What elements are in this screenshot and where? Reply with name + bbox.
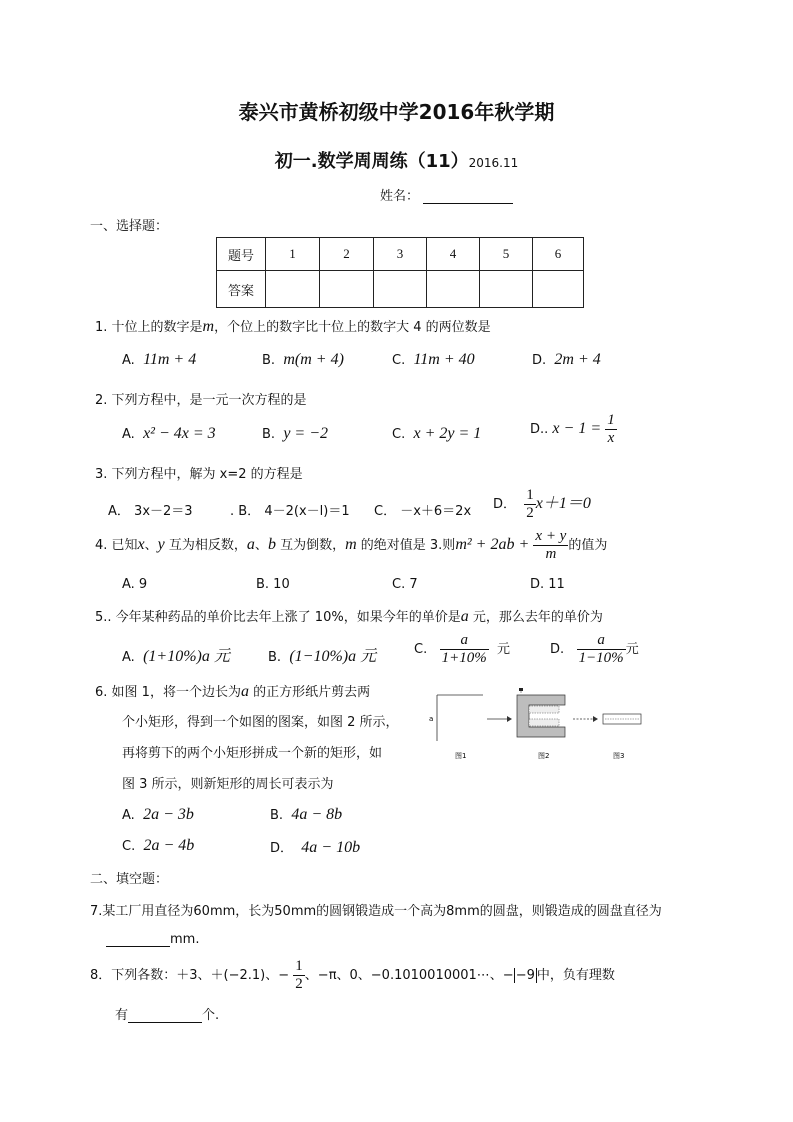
figure-2-shape bbox=[517, 688, 565, 737]
q4-stem: 4. 已知x、y 互为相反数，a、b 互为倒数，m 的绝对值是 3.则m² + 2ab + $\frac{x + y}{m}$ 的值为 bbox=[95, 528, 608, 562]
q6-figure bbox=[425, 685, 645, 765]
answer-cell[interactable] bbox=[427, 271, 480, 308]
q1-option-b[interactable]: B. m(m + 4) bbox=[262, 351, 344, 368]
q1-option-d[interactable]: D. 2m + 4 bbox=[532, 351, 601, 368]
q7-blank[interactable] bbox=[106, 933, 170, 947]
answer-cell[interactable] bbox=[480, 271, 533, 308]
q6-line-2: 个小矩形，得到一个如图的图案，如图 2 所示， bbox=[122, 715, 399, 730]
answer-cell[interactable] bbox=[374, 271, 427, 308]
figure-3-rectangle bbox=[603, 714, 641, 724]
q6-option-c[interactable]: C. 2a − 4b bbox=[122, 837, 195, 854]
q5-option-c[interactable]: C. $\frac{a}{1+10\%}$ 元 bbox=[414, 632, 511, 666]
answer-cell[interactable] bbox=[320, 271, 374, 308]
arrow-icon bbox=[573, 716, 598, 722]
question-number: 6 bbox=[533, 238, 584, 271]
question-number: 4 bbox=[427, 238, 480, 271]
q5-d-fraction: $\frac{a}{1-10\%}$ bbox=[578, 632, 624, 666]
q5-c-fraction: $\frac{a}{1+10\%}$ bbox=[441, 632, 487, 666]
q1-option-a[interactable]: A. 11m + 4 bbox=[122, 351, 197, 368]
figure-1-side-label: a bbox=[429, 715, 434, 723]
question-number: 1 bbox=[266, 238, 320, 271]
q1-var-m: m bbox=[202, 318, 215, 335]
arrow-icon bbox=[487, 716, 512, 722]
q8-blank[interactable] bbox=[128, 1009, 202, 1023]
q2-option-d[interactable]: D.. x − 1 = $\frac{1}{x}$ bbox=[530, 412, 615, 446]
figure-1-label: 图1 bbox=[455, 752, 467, 760]
section1-heading: 一、选择题： bbox=[90, 219, 169, 234]
q6-line-4: 图 3 所示，则新矩形的周长可表示为 bbox=[122, 777, 334, 792]
q2-option-a[interactable]: A. x² − 4x = 3 bbox=[122, 425, 216, 442]
answer-cell[interactable] bbox=[533, 271, 584, 308]
figure-1-square bbox=[437, 695, 483, 741]
q1-stem bbox=[95, 316, 491, 336]
q4-option-b[interactable]: B. 10 bbox=[256, 577, 290, 592]
q6-option-d[interactable]: D． 4a − 10b bbox=[270, 839, 361, 856]
name-label: 姓名： bbox=[380, 189, 420, 204]
row-label-number: 题号 bbox=[217, 238, 266, 271]
q6-option-b[interactable]: B. 4a − 8b bbox=[270, 806, 343, 823]
q8-answer[interactable] bbox=[115, 1004, 219, 1023]
q6-line-1: 6. 如图 1，将一个边长为a 的正方形纸片剪去两 bbox=[95, 683, 371, 700]
q8-fraction: $\frac{1}{2}$ bbox=[295, 958, 303, 992]
answer-table bbox=[216, 237, 584, 308]
q7-unit: mm. bbox=[170, 932, 200, 947]
q7-answer[interactable] bbox=[106, 932, 199, 947]
name-blank[interactable] bbox=[423, 189, 513, 204]
answer-cell[interactable] bbox=[266, 271, 320, 308]
question-number: 3 bbox=[374, 238, 427, 271]
q4-option-d[interactable]: D. 11 bbox=[530, 577, 565, 592]
subtitle-text: 初一.数学周周练（11） bbox=[274, 151, 469, 172]
q2-option-b[interactable]: B. y = −2 bbox=[262, 425, 329, 442]
q4-option-c[interactable]: C. 7 bbox=[392, 577, 418, 592]
q6-option-a[interactable]: A. 2a − 3b bbox=[122, 806, 194, 823]
q4-option-a[interactable]: A. 9 bbox=[122, 577, 148, 592]
q2-d-fraction: $\frac{1}{x}$ bbox=[607, 412, 615, 446]
q3-option-a[interactable]: A． 3x－2＝3 bbox=[108, 504, 193, 519]
question-number: 5 bbox=[480, 238, 533, 271]
page-subtitle bbox=[0, 147, 793, 173]
name-field[interactable] bbox=[380, 185, 513, 204]
q3-option-d[interactable]: D． $\frac{1}{2}$ x＋1＝0 bbox=[493, 487, 591, 521]
q8-stem: 8．下列各数：＋3、＋(−2.1)、− $\frac{1}{2}$ 、−π、0、−0.1010010001⋯、− −9 中，负有理数 bbox=[90, 958, 615, 992]
q8-line2-b: 个. bbox=[202, 1008, 220, 1023]
q5-option-d[interactable]: D. $\frac{a}{1-10\%}$ 元 bbox=[550, 632, 639, 666]
q5-option-a[interactable]: A. (1+10%)a 元 bbox=[122, 648, 230, 665]
q8-line2-a: 有 bbox=[115, 1008, 129, 1023]
row-label-answer: 答案 bbox=[217, 271, 266, 308]
q5-stem: 5.. 今年某种药品的单价比去年上涨了 10%，如果今年的单价是a 元，那么去年的单价为 bbox=[95, 608, 603, 625]
q3-d-fraction: $\frac{1}{2}$ bbox=[526, 487, 534, 521]
q1-stem-b: ，个位上的数字比十位上的数字大 4 的两位数是 bbox=[214, 320, 491, 335]
page-title: 泰兴市黄桥初级中学2016年秋学期 bbox=[238, 100, 555, 124]
q4-fraction: $\frac{x + y}{m}$ bbox=[535, 528, 567, 562]
q1-option-c[interactable]: C. 11m + 40 bbox=[392, 351, 475, 368]
section2-heading: 二、填空题： bbox=[90, 872, 169, 887]
date-text: 2016.11 bbox=[468, 156, 519, 170]
q3-option-b[interactable]: . B． 4－2(x－l)＝1 bbox=[230, 504, 350, 519]
q3-option-c[interactable]: C． －x＋6＝2x bbox=[374, 504, 472, 519]
figure-3-label: 图3 bbox=[613, 752, 625, 760]
q8-abs-value: −9 bbox=[515, 968, 535, 983]
q5-option-b[interactable]: B. (1−10%)a 元 bbox=[268, 648, 377, 665]
q6-line-3: 再将剪下的两个小矩形拼成一个新的矩形，如 bbox=[122, 746, 383, 761]
q1-stem-a: 1. 十位上的数字是 bbox=[95, 320, 203, 335]
q3-stem: 3. 下列方程中，解为 x=2 的方程是 bbox=[95, 467, 303, 482]
q7-stem: 7.某工厂用直径为60mm，长为50mm的圆钢锻造成一个高为8mm的圆盘，则锻造成的圆盘直径为 bbox=[90, 904, 662, 919]
figure-2-label: 图2 bbox=[538, 752, 550, 760]
question-number: 2 bbox=[320, 238, 374, 271]
q2-option-c[interactable]: C. x + 2y = 1 bbox=[392, 425, 482, 442]
q2-stem: 2. 下列方程中，是一元一次方程的是 bbox=[95, 393, 307, 408]
